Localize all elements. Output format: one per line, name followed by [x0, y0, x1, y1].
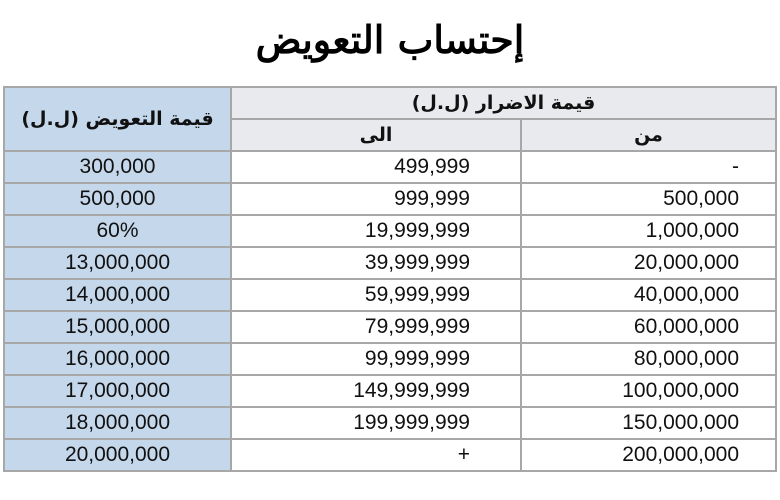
- damages-to-cell: 19,999,999: [231, 215, 521, 247]
- damages-from-cell: -: [521, 151, 776, 183]
- damages-to-cell: +: [231, 439, 521, 471]
- compensation-cell: 14,000,000: [4, 279, 231, 311]
- damages-from-cell: 1,000,000: [521, 215, 776, 247]
- compensation-cell: 300,000: [4, 151, 231, 183]
- table-row: [4, 279, 776, 311]
- table-row: [4, 247, 776, 279]
- damages-from-cell: 40,000,000: [521, 279, 776, 311]
- table-row: [4, 151, 776, 183]
- damages-to-cell: 79,999,999: [231, 311, 521, 343]
- compensation-cell: 16,000,000: [4, 343, 231, 375]
- damages-to-cell: 99,999,999: [231, 343, 521, 375]
- table-row: [4, 343, 776, 375]
- compensation-cell: 18,000,000: [4, 407, 231, 439]
- table-row: [4, 311, 776, 343]
- compensation-cell: 20,000,000: [4, 439, 231, 471]
- damages-from-cell: 150,000,000: [521, 407, 776, 439]
- damages-from-cell: 500,000: [521, 183, 776, 215]
- from-column-header: من: [521, 119, 776, 151]
- table-row: [4, 407, 776, 439]
- table-row: [4, 183, 776, 215]
- damages-from-cell: 60,000,000: [521, 311, 776, 343]
- damages-to-cell: 999,999: [231, 183, 521, 215]
- damages-to-cell: 499,999: [231, 151, 521, 183]
- damages-from-cell: 200,000,000: [521, 439, 776, 471]
- compensation-column-header: قيمة التعويض (ل.ل): [4, 87, 231, 151]
- damages-to-cell: 149,999,999: [231, 375, 521, 407]
- damages-from-cell: 20,000,000: [521, 247, 776, 279]
- damages-to-cell: 199,999,999: [231, 407, 521, 439]
- compensation-cell: 17,000,000: [4, 375, 231, 407]
- page-title: إحتساب التعويض: [255, 17, 525, 62]
- damages-column-header: قيمة الاضرار (ل.ل): [231, 87, 776, 119]
- damages-from-cell: 80,000,000: [521, 343, 776, 375]
- damages-from-cell: 100,000,000: [521, 375, 776, 407]
- to-column-header: الى: [231, 119, 521, 151]
- compensation-cell: 15,000,000: [4, 311, 231, 343]
- compensation-table: [3, 86, 777, 472]
- table-header-row: [4, 87, 776, 119]
- compensation-cell: 60%: [4, 215, 231, 247]
- table-row: [4, 439, 776, 471]
- compensation-cell: 500,000: [4, 183, 231, 215]
- damages-to-cell: 39,999,999: [231, 247, 521, 279]
- table-row: [4, 375, 776, 407]
- damages-to-cell: 59,999,999: [231, 279, 521, 311]
- compensation-cell: 13,000,000: [4, 247, 231, 279]
- table-row: [4, 215, 776, 247]
